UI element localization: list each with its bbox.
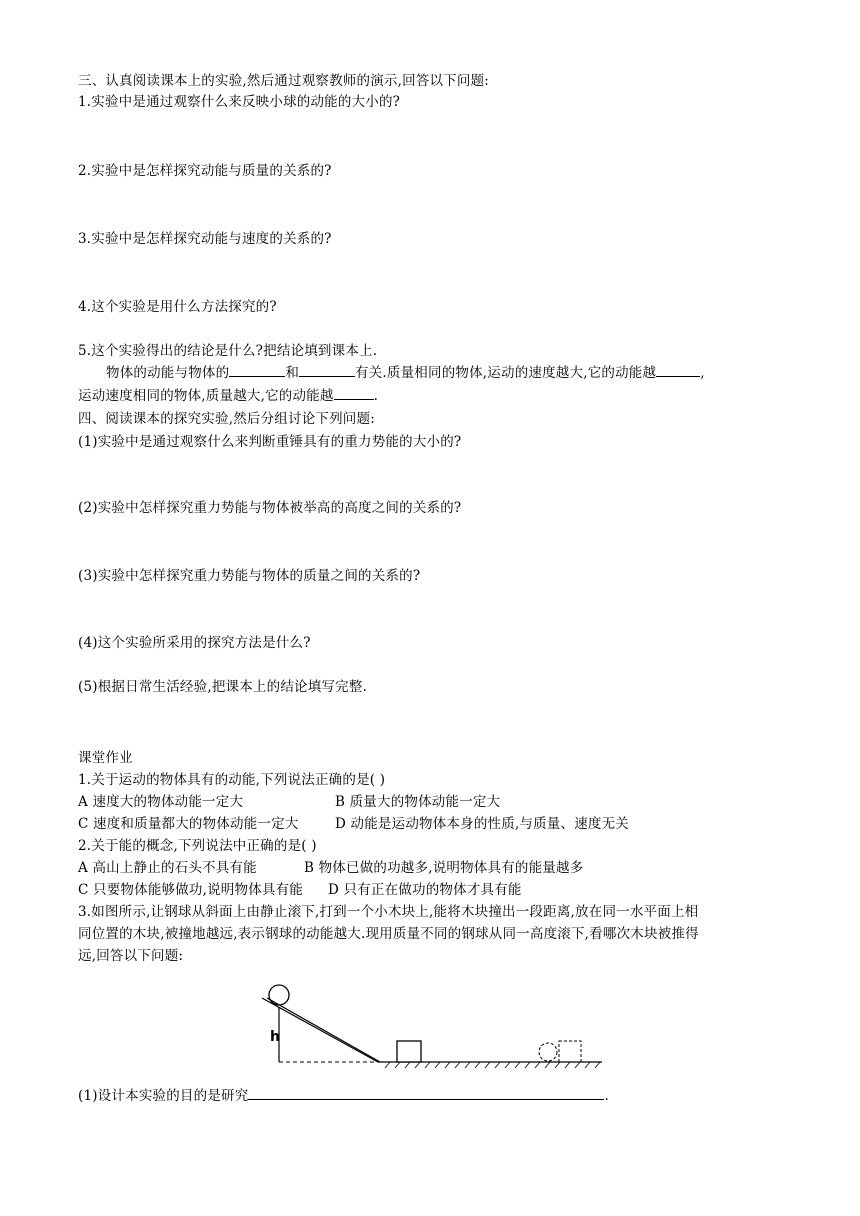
classwork-question-3-sub-1: (1)设计本实验的目的是研究 . xyxy=(78,1088,609,1104)
section3-conclusion-line-2: 运动速度相同的物体,质量越大,它的动能越 . xyxy=(78,388,379,404)
section4-heading: 四、阅读课本的探究实验,然后分组讨论下列问题: xyxy=(78,411,375,427)
experiment-diagram xyxy=(250,978,620,1073)
classwork-question-3-line-3: 远,回答以下问题: xyxy=(78,948,184,964)
section3-conclusion-line-1: 物体的动能与物体的 和 有关.质量相同的物体,运动的速度越大,它的动能越 , xyxy=(106,365,705,381)
section4-question-2: (2)实验中怎样探究重力势能与物体被举高的高度之间的关系的? xyxy=(78,500,462,516)
section4-question-1: (1)实验中是通过观察什么来判断重锤具有的重力势能的大小的? xyxy=(78,434,462,450)
classwork-q1-options-ab xyxy=(78,793,243,811)
fill-in-blank[interactable] xyxy=(299,364,355,377)
option-b: B 物体已做的功越多,说明物体具有的能量越多 xyxy=(304,860,584,876)
steel-ball xyxy=(269,985,289,1005)
section3-heading: 三、认真阅读课本上的实验,然后通过观察教师的演示,回答以下问题: xyxy=(78,73,490,89)
block-final-position-dashed xyxy=(559,1041,581,1062)
height-label: h xyxy=(270,1029,280,1045)
section3-question-1: 1.实验中是通过观察什么来反映小球的动能的大小的? xyxy=(78,94,401,110)
fill-in-blank[interactable] xyxy=(229,364,285,377)
section3-question-5: 5.这个实验得出的结论是什么?把结论填到课本上. xyxy=(78,343,378,359)
option-d: D 动能是运动物体本身的性质,与质量、速度无关 xyxy=(335,816,630,832)
wooden-block xyxy=(397,1041,421,1062)
section4-question-4: (4)这个实验所采用的探究方法是什么? xyxy=(78,635,311,651)
option-b: B 质量大的物体动能一定大 xyxy=(335,794,501,810)
option-a: A 高山上静止的石头不具有能 xyxy=(78,860,257,876)
section4-question-5: (5)根据日常生活经验,把课本上的结论填写完整. xyxy=(78,679,368,695)
classwork-question-3-line-1: 3.如图所示,让钢球从斜面上由静止滚下,打到一个小木块上,能将木块撞出一段距离,放在同一水平面上相 xyxy=(78,904,699,920)
section3-question-2: 2.实验中是怎样探究动能与质量的关系的? xyxy=(78,163,332,179)
section3-question-4: 4.这个实验是用什么方法探究的? xyxy=(78,299,277,315)
ground-hatching xyxy=(385,1062,600,1068)
fill-in-blank[interactable] xyxy=(248,1087,604,1100)
option-c: C 只要物体能够做功,说明物体具有能 xyxy=(78,882,304,898)
section4-question-3: (3)实验中怎样探究重力势能与物体的质量之间的关系的? xyxy=(78,568,421,584)
option-d: D 只有正在做功的物体才具有能 xyxy=(328,882,522,898)
section3-question-3: 3.实验中是怎样探究动能与速度的关系的? xyxy=(78,231,332,247)
incline-bottom-edge xyxy=(267,998,380,1062)
classwork-question-1: 1.关于运动的物体具有的动能,下列说法正确的是( ) xyxy=(78,772,386,788)
classwork-question-3-line-2: 同位置的木块,被撞地越远,表示钢球的动能越大.现用质量不同的钢球从同一高度滚下,看哪次木块被推得 xyxy=(78,926,699,942)
classwork-heading: 课堂作业 xyxy=(78,750,133,766)
ball-final-position-dashed xyxy=(539,1043,557,1061)
fill-in-blank[interactable] xyxy=(334,387,374,400)
option-c: C 速度和质量都大的物体动能一定大 xyxy=(78,816,299,832)
classwork-question-2: 2.关于能的概念,下列说法中正确的是( ) xyxy=(78,838,317,854)
fill-in-blank[interactable] xyxy=(656,364,700,377)
option-a: A 速度大的物体动能一定大 xyxy=(78,794,244,810)
